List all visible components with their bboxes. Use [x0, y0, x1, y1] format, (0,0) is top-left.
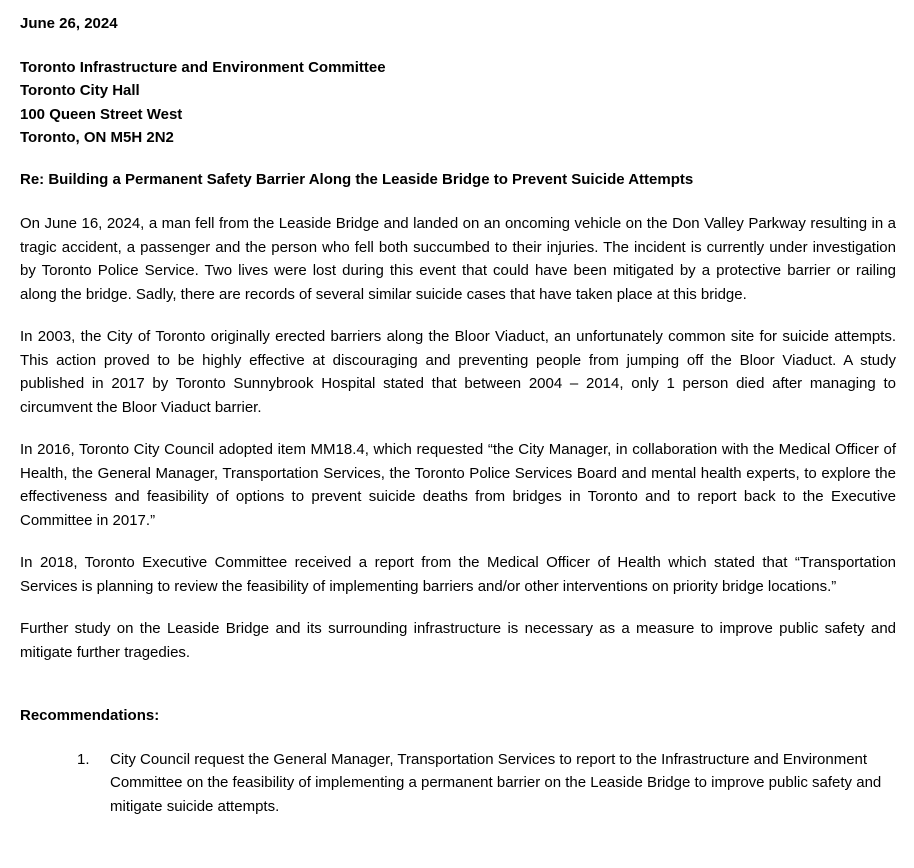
recommendation-text: City Council request the General Manager, Transportation Services to report to the Infrastructure and Environment Committee on the feasibility of implementing a permanent barrier on the Leaside Bridge to improve public safety and mitigate suicide attempts. [110, 750, 882, 815]
body-paragraph: In 2016, Toronto City Council adopted item MM18.4, which requested “the City Manager, in collaboration with the Medical Officer of Health, the General Manager, Transportation Services, the Toronto Police Services Board and mental health experts, to explore the effectiveness and feasibility of options to prevent suicide deaths from bridges in Toronto and to report back to the Executive Committee in 2017.” [20, 441, 896, 529]
letter-body [20, 212, 896, 664]
recommendations-list [20, 748, 896, 819]
subject-line: Re: Building a Permanent Safety Barrier Along the Leaside Bridge to Prevent Suicide Attempts [20, 170, 694, 188]
letter-date: June 26, 2024 [20, 15, 118, 32]
body-paragraph: In 2018, Toronto Executive Committee received a report from the Medical Officer of Health which stated that “Transportation Services is planning to review the feasibility of implementing barriers and/or other interventions on priority bridge locations.” [20, 554, 896, 595]
recipient-building: Toronto City Hall [20, 82, 140, 99]
recommendations-heading: Recommendations: [20, 707, 160, 724]
recipient-name: Toronto Infrastructure and Environment Committee [20, 58, 386, 76]
recipient-street: 100 Queen Street West [20, 105, 183, 123]
body-paragraph: Further study on the Leaside Bridge and its surrounding infrastructure is necessary as a measure to improve public safety and mitigate further tragedies. [20, 620, 896, 661]
recommendation-item [20, 748, 896, 819]
recipient-address [20, 56, 896, 150]
recipient-city-postal: Toronto, ON M5H 2N2 [20, 129, 174, 146]
body-paragraph: In 2003, the City of Toronto originally erected barriers along the Bloor Viaduct, an unfortunately common site for suicide attempts. This action proved to be highly effective at discouraging and preventing people from jumping off the Bloor Viaduct. A study published in 2017 by Toronto Sunnybrook Hospital stated that between 2004 – 2014, only 1 person died after managing to circumvent the Bloor Viaduct barrier. [20, 328, 896, 416]
recommendation-number: 1. [77, 750, 90, 768]
body-paragraph: On June 16, 2024, a man fell from the Leaside Bridge and landed on an oncoming vehicle on the Don Valley Parkway resulting in a tragic accident, a passenger and the person who fell both succumbed to their injuries. The incident is currently under investigation by Toronto Police Service. Two lives were lost during this event that could have been mitigated by a protective barrier or railing along the bridge. Sadly, there are records of several similar suicide cases that have taken place at this bridge. [20, 215, 896, 303]
